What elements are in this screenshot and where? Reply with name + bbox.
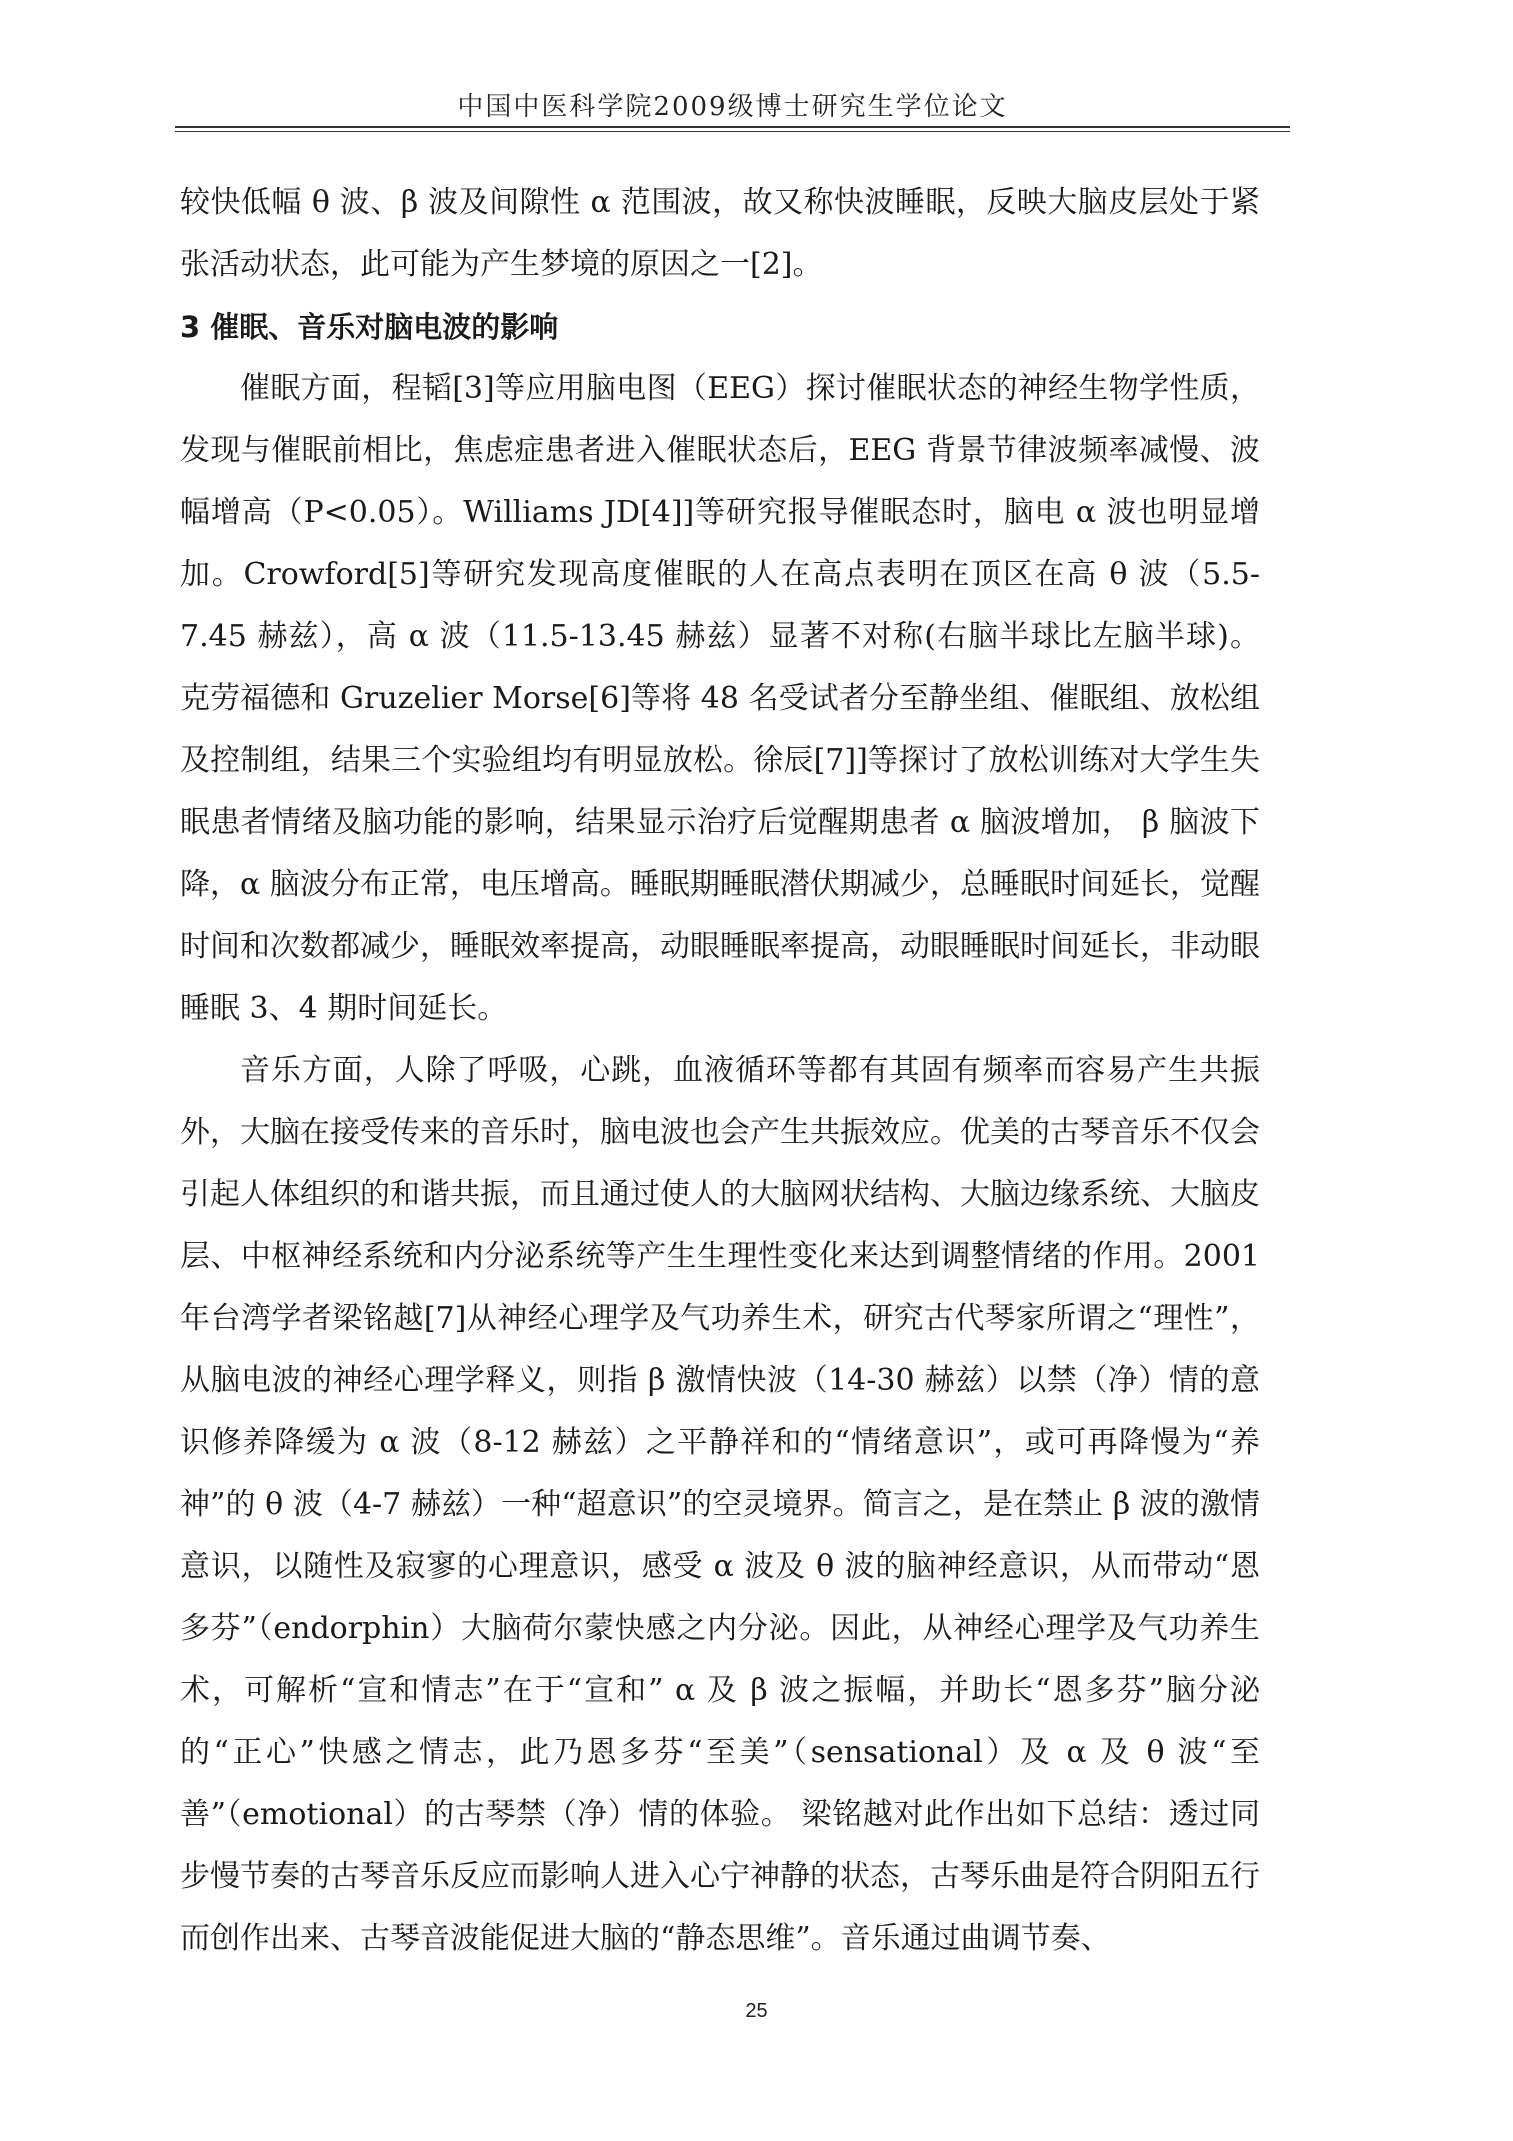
- paragraph-music: 音乐方面，人除了呼吸，心跳，血液循环等都有其固有频率而容易产生共振外，大脑在接受传来的音乐时，脑电波也会产生共振效应。优美的古琴音乐不仅会引起人体组织的和谐共振，而且通过使人的大脑网状结构、大脑边缘系统、大脑皮层、中枢神经系统和内分泌系统等产生生理性变化来达到调整情绪的作用。2001 年台湾学者梁铭越[7]从神经心理学及气功养生术，研究古代琴家所谓之“理性”，从脑电波的神经心理学释义，则指 β 激情快波（14-30 赫兹）以禁（净）情的意识修养降缓为 α 波（8-12 赫兹）之平静祥和的“情绪意识”，或可再降慢为“养神”的 θ 波（4-7 赫兹）一种“超意识”的空灵境界。简言之，是在禁止 β 波的激情意识，以随性及寂寥的心理意识，感受 α 波及 θ 波的脑神经意识，从而带动“恩多芬”（endorphin）大脑荷尔蒙快感之内分泌。因此，从神经心理学及气功养生术，可解析“宣和情志”在于“宣和” α 及 β 波之振幅，并助长“恩多芬”脑分泌的“正心”快感之情志，此乃恩多芬“至美”（sensational）及 α 及 θ 波“至善”（emotional）的古琴禁（净）情的体验。 梁铭越对此作出如下总结：透过同步慢节奏的古琴音乐反应而影响人进入心宁神静的状态，古琴乐曲是符合阴阳五行而创作出来、古琴音波能促进大脑的“静态思维”。音乐通过曲调节奏、: [180, 1053, 1260, 1956]
- header-rule: [175, 126, 1290, 128]
- page-number: 25: [745, 2000, 768, 2022]
- header-rule-thin: [175, 131, 1290, 132]
- section-heading: 3 催眠、音乐对脑电波的影响: [180, 310, 559, 344]
- paragraph-continuation: 较快低幅 θ 波、β 波及间隙性 α 范围波，故又称快波睡眠，反映大脑皮层处于紧张活动状态，此可能为产生梦境的原因之一[2]。: [180, 185, 1260, 282]
- paragraph-hypnosis: 催眠方面，程韬[3]等应用脑电图（EEG）探讨催眠状态的神经生物学性质，发现与催眠前相比，焦虑症患者进入催眠状态后，EEG 背景节律波频率减慢、波幅增高（P<0.05）。Williams JD[4]]等研究报导催眠态时，脑电 α 波也明显增加。Crowford[5]等研究发现高度催眠的人在高点表明在顶区在高 θ 波（5.5-7.45 赫兹），高 α 波（11.5-13.45 赫兹）显著不对称(右脑半球比左脑半球)。 克劳福德和 Gruzelier Morse[6]等将 48 名受试者分至静坐组、催眠组、放松组及控制组，结果三个实验组均有明显放松。徐辰[7]]等探讨了放松训练对大学生失眠患者情绪及脑功能的影响，结果显示治疗后觉醒期患者 α 脑波增加， β 脑波下降，α 脑波分布正常，电压增高。睡眠期睡眠潜伏期减少，总睡眠时间延长，觉醒时间和次数都减少，睡眠效率提高，动眼睡眠率提高，动眼睡眠时间延长，非动眼睡眠 3、4 期时间延长。: [180, 371, 1260, 1026]
- running-header: 中国中医科学院2009级博士研究生学位论文: [457, 92, 1008, 122]
- body-text: [180, 172, 1260, 1970]
